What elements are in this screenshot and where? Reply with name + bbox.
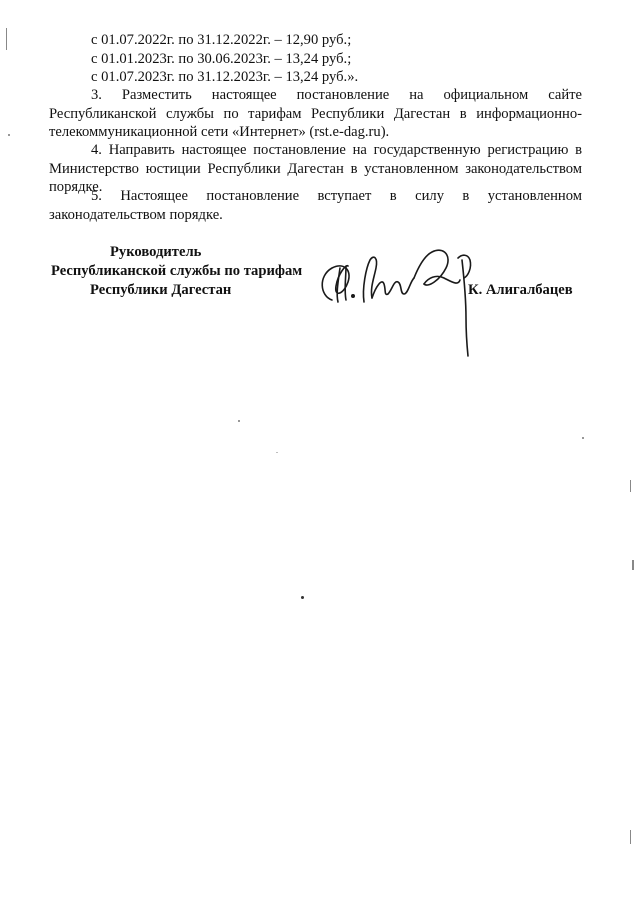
- item-4-line-3: порядке.: [49, 179, 103, 195]
- item-4-line-1: 4. Направить настоящее постановление на государственную регистрацию в: [91, 142, 582, 158]
- signatory-name: К. Алигалбацев: [468, 282, 573, 298]
- scan-speck: [8, 134, 10, 136]
- item-5-paragraph: [49, 187, 582, 224]
- rate-line-2: с 01.01.2023г. по 30.06.2023г. – 13,24 руб.;: [91, 50, 352, 67]
- scan-speck: [276, 452, 278, 453]
- item-3-line-3: телекоммуникационной сети «Интернет» (rst.e-dag.ru).: [49, 124, 390, 140]
- rate-line-3: с 01.07.2023г. по 31.12.2023г. – 13,24 руб.».: [91, 69, 359, 85]
- item-3-line-1: 3. Разместить настоящее постановление на официальном сайте: [91, 87, 582, 103]
- item-3-line-2: Республиканской службы по тарифам Республики Дагестан в информационно-: [49, 105, 582, 122]
- item-3-paragraph: [49, 86, 582, 142]
- signatory-title-line-3: Республики Дагестан: [90, 282, 232, 298]
- scan-speck: [301, 596, 304, 599]
- rate-list: [49, 31, 582, 87]
- item-4-line-2: Министерство юстиции Республики Дагестан в установленном законодательством: [49, 160, 582, 177]
- handwritten-signature-icon: [312, 238, 482, 360]
- rate-line-1: с 01.07.2022г. по 31.12.2022г. – 12,90 руб.;: [91, 32, 352, 48]
- scan-speck: [582, 437, 584, 439]
- scan-edge-mark: [630, 830, 631, 844]
- scan-speck: [238, 420, 240, 422]
- scan-edge-mark: [630, 480, 631, 492]
- item-5-line-2: законодательством порядке.: [49, 206, 223, 223]
- signatory-title-line-1: Руководитель: [110, 244, 202, 260]
- item-5-line-1: 5. Настоящее постановление вступает в силу в установленном: [91, 188, 582, 204]
- scan-edge-mark: [632, 560, 634, 570]
- signatory-title-line-2: Республиканской службы по тарифам: [51, 263, 303, 279]
- scan-edge-mark: [6, 28, 7, 50]
